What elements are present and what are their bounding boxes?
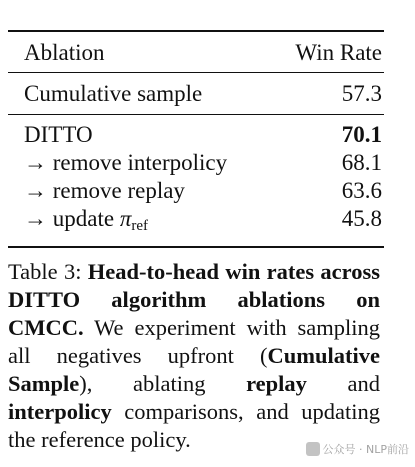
table-row-remove-interpolicy bbox=[8, 149, 384, 177]
caption-prefix: Table 3: bbox=[8, 259, 88, 284]
row-value: 68.1 bbox=[341, 150, 382, 175]
row-label: → update $\pi_{ref}$ bbox=[24, 206, 148, 234]
arrow-icon: → bbox=[24, 178, 47, 203]
table-row-ditto bbox=[8, 115, 384, 149]
header-ablation: Ablation bbox=[24, 40, 105, 65]
table-row-remove-replay bbox=[8, 177, 384, 205]
pi-symbol: π bbox=[119, 206, 132, 231]
watermark-text: 公众号 · NLP前沿 bbox=[322, 443, 409, 456]
table-caption: Table 3: Head-to-head win rates across DITTO algorithm ablations on CMCC. We experiment with sampling all negatives upfront (Cumulative Sample), ablating replay and interpolicy comparisons, and updating the reference policy. bbox=[8, 259, 380, 452]
watermark bbox=[306, 441, 409, 457]
table-row-update-pi-ref bbox=[8, 205, 384, 246]
arrow-icon: → bbox=[24, 150, 47, 175]
row-value: 63.6 bbox=[341, 178, 382, 203]
row-label: → remove replay bbox=[24, 178, 185, 203]
table-row-cumulative bbox=[8, 73, 384, 114]
wechat-icon bbox=[306, 442, 320, 456]
row-value: 57.3 bbox=[341, 81, 382, 106]
header-win-rate: Win Rate bbox=[295, 40, 382, 65]
row-label: Cumulative sample bbox=[24, 81, 203, 106]
row-value: 45.8 bbox=[341, 206, 382, 231]
arrow-icon: → bbox=[24, 206, 47, 231]
ablation-table bbox=[8, 30, 384, 248]
header-row bbox=[8, 32, 384, 72]
caption-title: Head-to-head win rates across DITTO algorithm ablations on CMCC. bbox=[8, 259, 380, 340]
row-label: DITTO bbox=[24, 122, 93, 147]
pi-subscript: ref bbox=[131, 218, 148, 234]
row-label: → remove interpolicy bbox=[24, 150, 228, 175]
bottom-rule bbox=[8, 246, 384, 248]
row-value-best: 70.1 bbox=[341, 122, 382, 147]
